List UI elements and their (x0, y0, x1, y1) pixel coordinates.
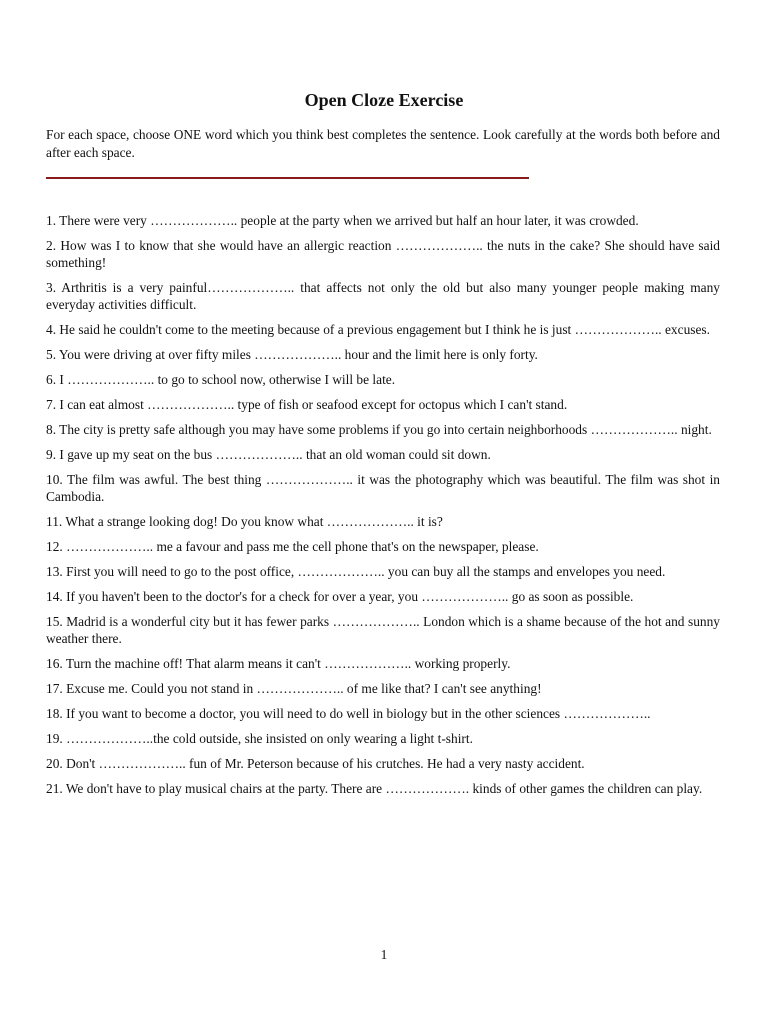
question-item: 9. I gave up my seat on the bus ……………….. that an old woman could sit down. (46, 447, 491, 462)
question-item: 12. ……………….. me a favour and pass me the cell phone that's on the newspaper, please. (46, 539, 539, 554)
question-item: 21. We don't have to play musical chairs at the party. There are ………………. kinds of other games the children can play. (46, 781, 703, 796)
question-item: 1. There were very ……………….. people at the party when we arrived but half an hour later, it was crowded. (46, 213, 639, 228)
question-item: 19. ………………..the cold outside, she insisted on only wearing a light t-shirt. (46, 731, 473, 746)
question-item: 13. First you will need to go to the post office, ……………….. you can buy all the stamps and envelopes you need. (46, 564, 666, 579)
page-title: Open Cloze Exercise (304, 90, 464, 110)
question-item: 16. Turn the machine off! That alarm means it can't ……………….. working properly. (46, 656, 511, 671)
instructions-text: For each space, choose ONE word which you think best completes the sentence. Look carefully at the words both before and after each space. (46, 127, 720, 160)
divider-rule (46, 177, 529, 179)
question-item: 17. Excuse me. Could you not stand in ……………….. of me like that? I can't see anything! (46, 681, 542, 696)
question-item: 18. If you want to become a doctor, you will need to do well in biology but in the other sciences ……………….. (46, 706, 651, 721)
question-item: 5. You were driving at over fifty miles ……………….. hour and the limit here is only forty. (46, 347, 538, 362)
question-item: 8. The city is pretty safe although you may have some problems if you go into certain neighborhoods ……………….. night. (46, 422, 712, 437)
question-item: 3. Arthritis is a very painful……………….. that affects not only the old but also many younger people making many everyday activities difficult. (46, 280, 720, 312)
question-item: 15. Madrid is a wonderful city but it has fewer parks ……………….. London which is a shame because of the hot and sunny weather there. (46, 614, 720, 646)
question-item: 6. I ……………….. to go to school now, otherwise I will be late. (46, 372, 396, 387)
question-item: 20. Don't ……………….. fun of Mr. Peterson because of his crutches. He had a very nasty accident. (46, 756, 585, 771)
question-item: 4. He said he couldn't come to the meeting because of a previous engagement but I think he is just ……………….. excuses. (46, 322, 710, 337)
question-list (46, 212, 720, 805)
question-item: 11. What a strange looking dog! Do you know what ……………….. it is? (46, 514, 443, 529)
page-number: 1 (380, 947, 388, 962)
question-item: 7. I can eat almost ……………….. type of fish or seafood except for octopus which I can't stand. (46, 397, 568, 412)
question-item: 10. The film was awful. The best thing ……………….. it was the photography which was beautiful. The film was shot in Cambodia. (46, 472, 720, 504)
question-item: 14. If you haven't been to the doctor's for a check for over a year, you ……………….. go as soon as possible. (46, 589, 634, 604)
question-item: 2. How was I to know that she would have an allergic reaction ……………….. the nuts in the cake? She should have said something! (46, 238, 720, 270)
